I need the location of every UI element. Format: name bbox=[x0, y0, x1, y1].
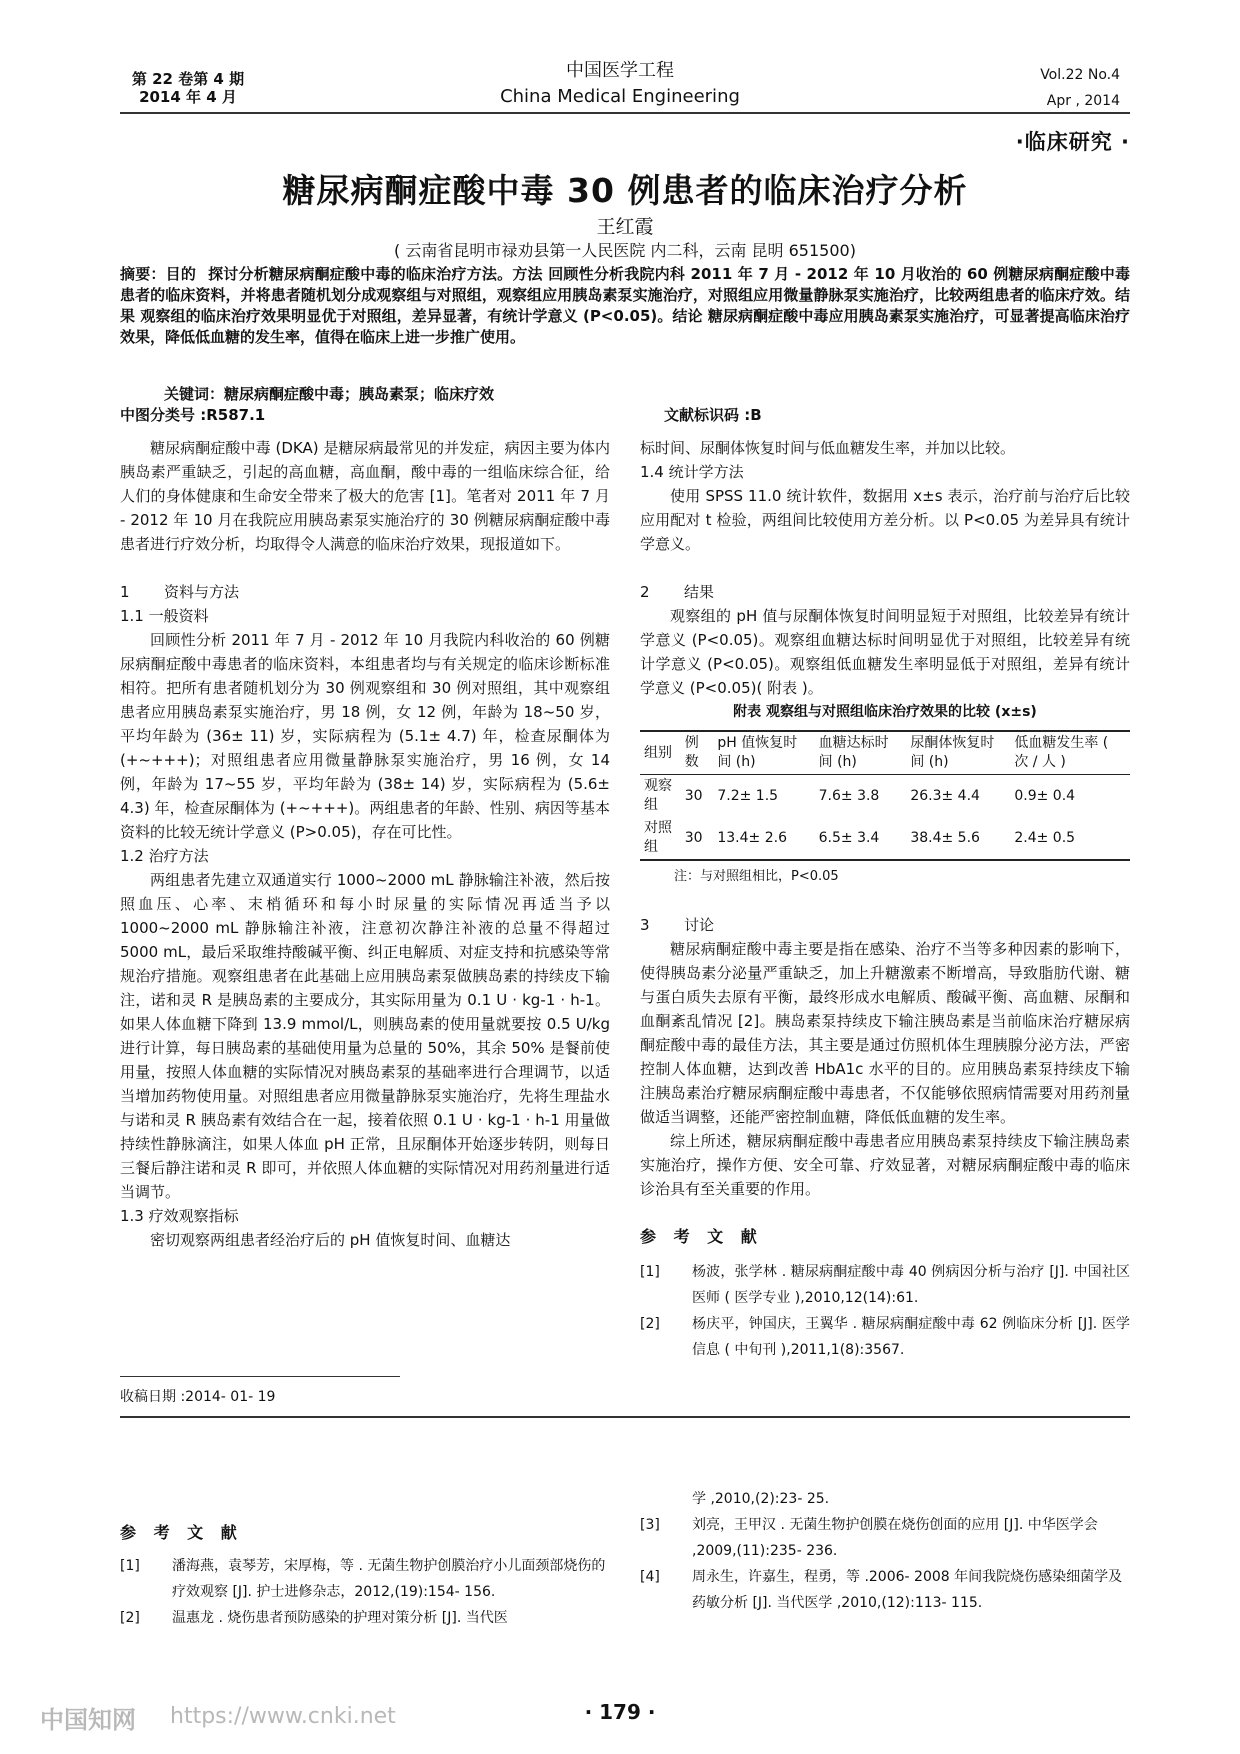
reference-text: 周永生，许嘉生，程勇，等 .2006- 2008 年间我院烧伤感染细菌学及药敏分析 [J]. 当代医学 ,2010,(12):113- 115. bbox=[692, 1569, 1123, 1611]
subsection-1-1-text: 回顾性分析 2011 年 7 月 - 2012 年 10 月我院内科收治的 60 例糖尿病酮症酸中毒患者的临床资料，本组患者均与有关规定的临床诊断标准相符。把所有患者随机划分为 30 例观察组和 30 例对照组，其中观察组患者应用胰岛素泵实施治疗，男 18 例，女 12 例，年龄为 18~50 岁，平均年龄为 (36± 11) 岁，实际病程为 (5.1± 4.7) 年，检查尿酮体为 (+~+++)；对照组患者应用微量静脉泵实施治疗，男 16 例，女 14 例，年龄为 17~55 岁，平均年龄为 (38± 14) 岁，实际病程为 (5.6± 4.3) 年，检查尿酮体为 (+~+++)。两组患者的年龄、性别、病因等基本资料的比较无统计学意义 (P>0.05)，存在可比性。 bbox=[120, 631, 610, 841]
header-date-cn: 2014 年 4 月 bbox=[139, 88, 237, 106]
section-3-conclusion: 综上所述，糖尿病酮症酸中毒患者应用胰岛素泵持续皮下输注胰岛素实施治疗，操作方便、安全可靠、疗效显著，对糖尿病酮症酸中毒的临床诊治具有至关重要的作用。 bbox=[640, 1132, 1130, 1198]
table-row bbox=[640, 817, 1130, 860]
page-number: · 179 · bbox=[584, 1700, 656, 1724]
author: 王红霞 bbox=[596, 216, 654, 238]
subsection-1-1-heading: 1.1 一般资料 bbox=[120, 607, 209, 625]
clc-number: 中图分类号 :R587.1 bbox=[120, 406, 266, 424]
table-caption: 附表 观察组与对照组临床治疗效果的比较 (x±s) bbox=[733, 704, 1037, 720]
article-end-divider bbox=[120, 1416, 1130, 1418]
reference-text: 潘海燕，袁琴芳，宋厚梅，等 . 无菌生物护创膜治疗小儿面颈部烧伤的疗效观察 [J]. 护士进修杂志，2012,(19):154- 156. bbox=[172, 1558, 606, 1600]
reference-text: 杨庆平，钟国庆，王翼华 . 糖尿病酮症酸中毒 62 例临床分析 [J]. 医学信息 ( 中旬刊 ),2011,1(8):3567. bbox=[692, 1316, 1130, 1358]
subsection-1-4-text: 使用 SPSS 11.0 统计软件，数据用 x±s 表示，治疗前与治疗后比较应用配对 t 检验，两组间比较使用方差分析。以 P<0.05 为差异具有统计学意义。 bbox=[640, 487, 1130, 553]
left-column bbox=[120, 436, 610, 1252]
section-2-heading bbox=[640, 580, 1130, 604]
header-issue bbox=[128, 70, 248, 106]
subsection-1-3-text: 密切观察两组患者经治疗后的 pH 值恢复时间、血糖达 bbox=[150, 1231, 511, 1249]
header-volume bbox=[1010, 62, 1120, 114]
table-header-cell: 组别 bbox=[640, 731, 681, 775]
date-en: Apr , 2014 bbox=[1046, 93, 1120, 109]
section-1-number: 1 bbox=[120, 583, 130, 601]
section-2-title: 结果 bbox=[684, 583, 715, 601]
subsection-1-2-text: 两组患者先建立双通道实行 1000~2000 mL 静脉输注补液，然后按照血压、心率、末梢循环和每小时尿量的实际情况再适当予以 1000~2000 mL 静脉输注补液，注意初次静注补液的总量不得超过 5000 mL，最后采取维持酸碱平衡、纠正电解质、对症支持和抗感染等常规治疗措施。观察组患者在此基础上应用胰岛素泵做胰岛素的持续皮下输注，诺和灵 R 是胰岛素的主要成分，其实际用量为 0.1 U · kg-1 · h-1。如果人体血糖下降到 13.9 mmol/L，则胰岛素的使用量就要按 0.5 U/kg 进行计算，每日胰岛素的基础使用量为总量的 50%，其余 50% 是餐前使用量，按照人体血糖的实际情况对胰岛素泵的基础率进行合理调节，以适当增加药物使用量。对照组患者应用微量静脉泵实施治疗，先将生理盐水与诺和灵 R 胰岛素有效结合在一起，接着依照 0.1 U · kg-1 · h-1 用量做持续性静脉滴注，如果人体血 pH 正常，且尿酮体开始逐步转阴，则每日三餐后静注诺和灵 R 即可，并依照人体血糖的实际情况对用药剂量进行适当调节。 bbox=[120, 871, 610, 1201]
table-header-cell: 尿酮体恢复时间 (h) bbox=[906, 731, 1010, 775]
reference-text: 杨波，张学林 . 糖尿病酮症酸中毒 40 例病因分析与治疗 [J]. 中国社区医师 ( 医学专业 ),2010,12(14):61. bbox=[692, 1264, 1130, 1306]
reference-item bbox=[640, 1564, 1130, 1616]
document-code: 文献标识码 :B bbox=[664, 406, 762, 424]
section-1-heading bbox=[120, 580, 610, 604]
header-divider bbox=[120, 112, 1130, 114]
intro-paragraph: 糖尿病酮症酸中毒 (DKA) 是糖尿病最常见的并发症，病因主要为体内胰岛素严重缺乏，引起的高血糖，高血酮，酸中毒的一组临床综合征，给人们的身体健康和生命安全带来了极大的危害 [1]。笔者对 2011 年 7 月 - 2012 年 10 月在我院应用胰岛素泵实施治疗的 30 例糖尿病酮症酸中毒患者进行疗效分析，均取得令人满意的临床治疗效果，现报道如下。 bbox=[120, 439, 610, 553]
table-cell: 30 bbox=[684, 787, 703, 804]
table-cell: 观察组 bbox=[644, 778, 672, 813]
bottom-left-references bbox=[120, 1520, 610, 1631]
reference-number: [1] bbox=[640, 1264, 660, 1280]
received-divider bbox=[120, 1376, 400, 1377]
abstract bbox=[120, 264, 1130, 348]
table-cell: 7.6± 3.8 bbox=[818, 787, 880, 804]
table-header-cell: 例数 bbox=[681, 731, 714, 775]
article-title: 糖尿病酮症酸中毒 30 例患者的临床治疗分析 bbox=[282, 171, 968, 210]
reference-item bbox=[640, 1259, 1130, 1311]
bottom-right-references bbox=[640, 1486, 1130, 1616]
table-cell: 6.5± 3.4 bbox=[815, 817, 907, 860]
journal-title-en: China Medical Engineering bbox=[500, 86, 740, 107]
section-2-text: 观察组的 pH 值与尿酮体恢复时间明显短于对照组，比较差异有统计学意义 (P<0.05)。观察组血糖达标时间明显优于对照组，比较差异有统计学意义 (P<0.05)。观察组低血糖发生率明显低于对照组，差异有统计学意义 (P<0.05)( 附表 )。 bbox=[640, 607, 1130, 697]
table-header-cell: 血糖达标时间 (h) bbox=[815, 731, 907, 775]
section-3-heading bbox=[640, 913, 1130, 937]
bottom-references-title: 参 考 文 献 bbox=[120, 1523, 243, 1542]
reference-number: [3] bbox=[640, 1517, 660, 1533]
table-cell: 26.3± 4.4 bbox=[910, 787, 980, 804]
results-table bbox=[640, 730, 1130, 861]
reference-text: 温惠龙 . 烧伤患者预防感染的护理对策分析 [J]. 当代医 bbox=[172, 1610, 508, 1626]
received-date: 收稿日期 :2014- 01- 19 bbox=[120, 1389, 276, 1405]
subsection-1-2-heading: 1.2 治疗方法 bbox=[120, 847, 209, 865]
volume-en: Vol.22 No.4 bbox=[1040, 67, 1120, 83]
watermark-url: https://www.cnki.net bbox=[170, 1704, 396, 1729]
table-cell: 30 bbox=[681, 817, 714, 860]
table-cell: 0.9± 0.4 bbox=[1014, 787, 1076, 804]
abstract-text: 探讨分析糖尿病酮症酸中毒的临床治疗方法。方法 回顾性分析我院内科 2011 年 7 月 - 2012 年 10 月收治的 60 例糖尿病酮症酸中毒患者的临床资料，并将患者随机划分成观察组与对照组，观察组应用胰岛素泵实施治疗，对照组应用微量静脉泵实施治疗，比较两组患者的临床疗效。结果 观察组的临床治疗效果明显优于对照组，差异显著，有统计学意义 (P<0.05)。结论 糖尿病酮症酸中毒应用胰岛素泵实施治疗，可显著提高临床治疗效果，降低低血糖的发生率，值得在临床上进一步推广使用。 bbox=[120, 265, 1130, 346]
header-journal bbox=[420, 58, 820, 110]
reference-number: [4] bbox=[640, 1569, 660, 1585]
journal-title-cn: 中国医学工程 bbox=[566, 60, 674, 81]
keywords: 关键词：糖尿病酮症酸中毒；胰岛素泵；临床疗效 bbox=[164, 385, 495, 403]
table-cell: 38.4± 5.6 bbox=[906, 817, 1010, 860]
reference-item bbox=[640, 1311, 1130, 1363]
subsection-1-4-heading: 1.4 统计学方法 bbox=[640, 463, 744, 481]
table-note: 注：与对照组相比，P<0.05 bbox=[674, 869, 839, 884]
continued-text: 标时间、尿酮体恢复时间与低血糖发生率，并加以比较。 bbox=[640, 439, 1016, 457]
table-cell: 13.4± 2.6 bbox=[713, 817, 814, 860]
reference-text: 刘亮，王甲汉 . 无菌生物护创膜在烧伤创面的应用 [J]. 中华医学会 ,2009,(11):235- 236. bbox=[692, 1517, 1098, 1559]
reference-number: [2] bbox=[120, 1610, 140, 1626]
reference-text: 学 ,2010,(2):23- 25. bbox=[692, 1491, 830, 1507]
table-cell: 7.2± 1.5 bbox=[717, 787, 779, 804]
reference-number: [1] bbox=[120, 1558, 140, 1574]
section-2-number: 2 bbox=[640, 583, 650, 601]
header-issue-cn: 第 22 卷第 4 期 bbox=[131, 70, 245, 88]
references-title: 参 考 文 献 bbox=[640, 1227, 763, 1246]
abstract-label: 摘要：目的 bbox=[120, 265, 197, 283]
table-cell: 2.4± 0.5 bbox=[1010, 817, 1130, 860]
reference-item bbox=[120, 1553, 610, 1605]
table-cell: 对照组 bbox=[640, 817, 681, 860]
section-3-number: 3 bbox=[640, 916, 650, 934]
affiliation: ( 云南省昆明市禄劝县第一人民医院 内二科，云南 昆明 651500) bbox=[394, 241, 856, 260]
table-header-cell: 低血糖发生率 ( 次 / 人 ) bbox=[1010, 731, 1130, 775]
reference-continuation bbox=[640, 1486, 1130, 1512]
table-header-cell: pH 值恢复时间 (h) bbox=[713, 731, 814, 775]
section-1-title: 资料与方法 bbox=[164, 583, 240, 601]
watermark-logo: 中国知网 bbox=[40, 1706, 136, 1734]
section-3-paragraph: 糖尿病酮症酸中毒主要是指在感染、治疗不当等多种因素的影响下，使得胰岛素分泌量严重缺乏，加上升糖激素不断增高，导致脂肪代谢、糖与蛋白质失去原有平衡，最终形成水电解质、酸碱平衡、高血糖、尿酮和血酮紊乱情况 [2]。胰岛素泵持续皮下输注胰岛素是当前临床治疗糖尿病酮症酸中毒的最佳方法，其主要是通过仿照机体生理胰腺分泌方法，严密控制人体血糖，达到改善 HbA1c 水平的目的。应用胰岛素泵持续皮下输注胰岛素治疗糖尿病酮症酸中毒患者，不仅能够依照病情需要对用药剂量做适当调整，还能严密控制血糖，降低低血糖的发生率。 bbox=[640, 940, 1130, 1126]
reference-item bbox=[120, 1605, 610, 1631]
section-label: ·临床研究 · bbox=[1015, 130, 1130, 154]
right-column bbox=[640, 436, 1130, 1363]
reference-number: [2] bbox=[640, 1316, 660, 1332]
subsection-1-3-heading: 1.3 疗效观察指标 bbox=[120, 1207, 239, 1225]
table-row bbox=[640, 775, 1130, 818]
section-3-title: 讨论 bbox=[684, 916, 715, 934]
reference-item bbox=[640, 1512, 1130, 1564]
